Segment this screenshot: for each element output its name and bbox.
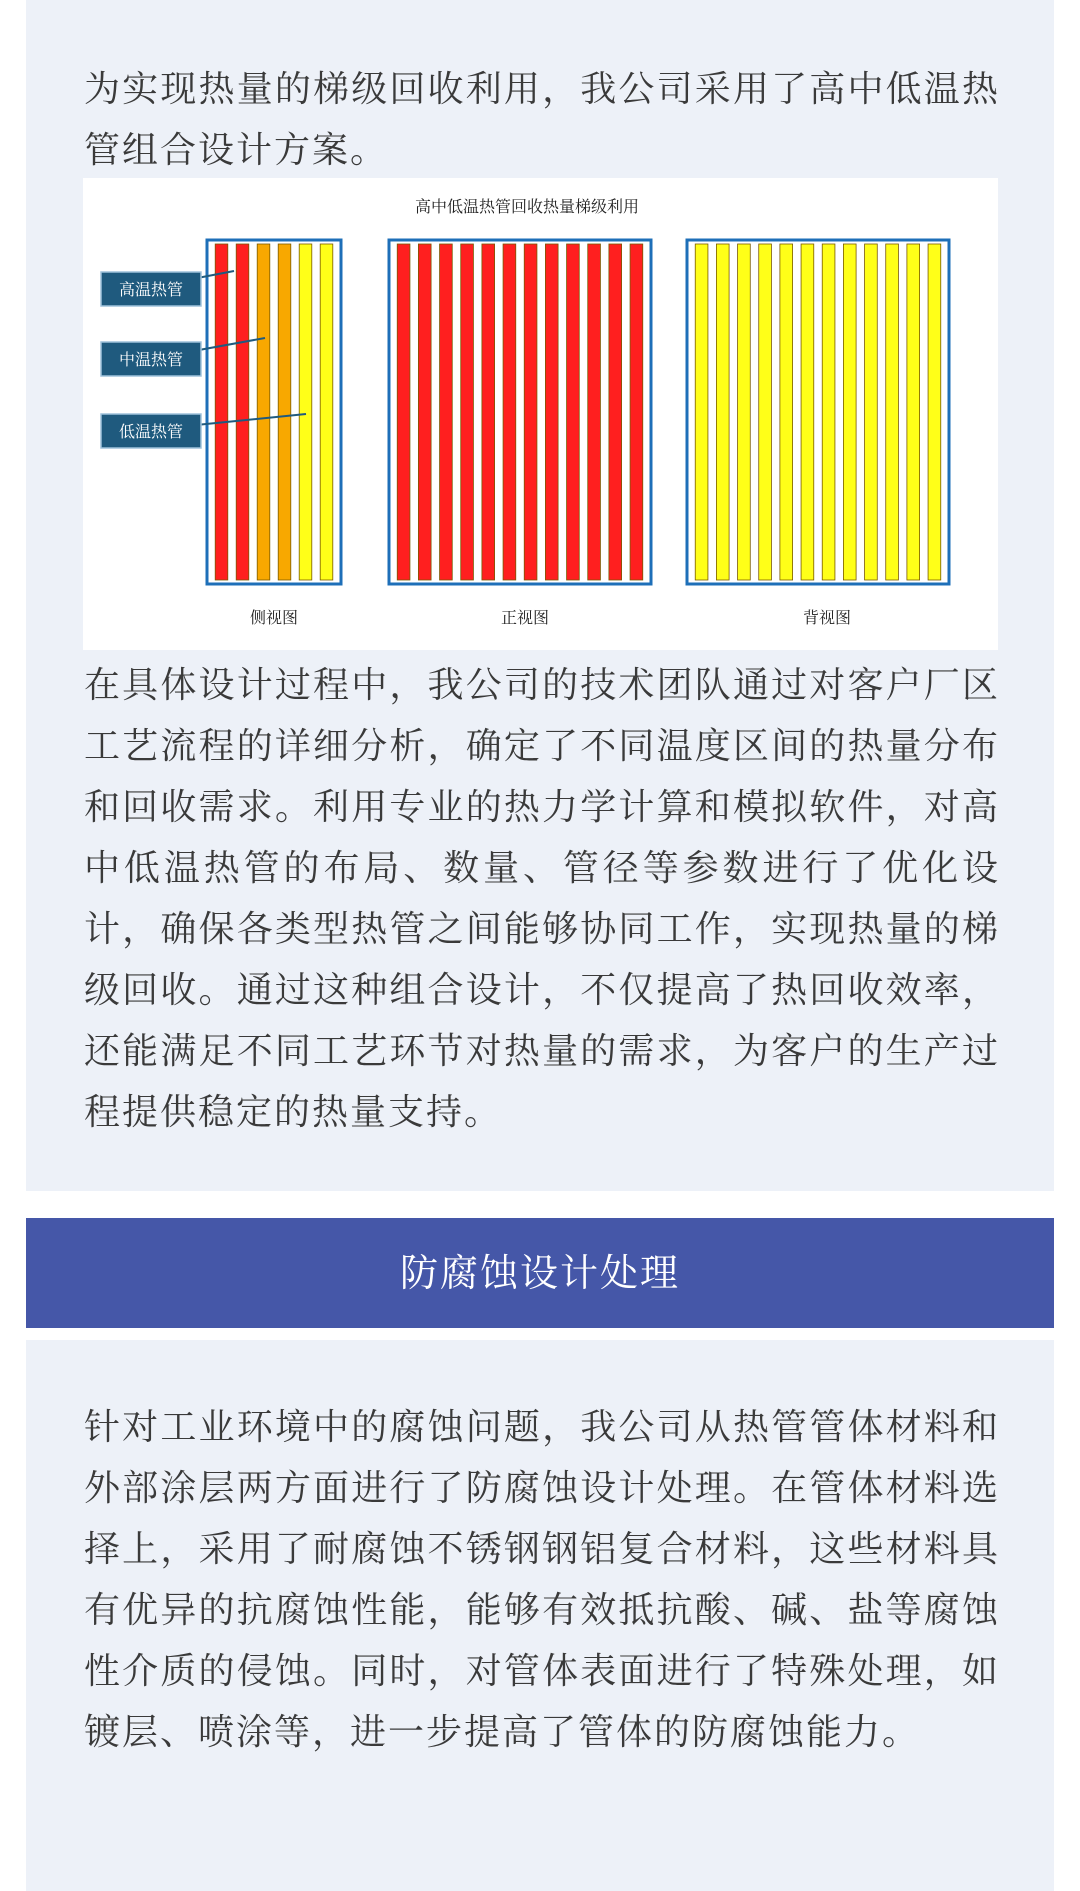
pipe-back-low: [759, 244, 772, 580]
label-medium: 中温热管: [118, 350, 184, 369]
pipe-back-low: [907, 244, 920, 580]
pipe-front-high: [440, 244, 453, 580]
pipe-front-high: [418, 244, 431, 580]
pipe-side-high: [236, 244, 249, 580]
pipe-back-low: [801, 244, 814, 580]
pipe-front-high: [588, 244, 601, 580]
intro-paragraph: 为实现热量的梯级回收利用，我公司采用了高中低温热管组合设计方案。: [84, 69, 1000, 171]
pipe-back-low: [738, 244, 751, 580]
pipe-front-high: [630, 244, 643, 580]
pipe-front-high: [482, 244, 495, 580]
view-label-back: 背视图: [802, 608, 852, 627]
pipe-back-low: [865, 244, 878, 580]
pipe-back-low: [886, 244, 899, 580]
label-low: 低温热管: [118, 422, 184, 441]
pipe-side-low: [320, 244, 333, 580]
pipe-side-medium: [257, 244, 270, 580]
pipe-back-low: [822, 244, 835, 580]
heat-pipe-diagram-svg: [83, 178, 998, 650]
pipe-front-high: [461, 244, 474, 580]
pipe-front-high: [567, 244, 580, 580]
view-label-side: 侧视图: [249, 608, 299, 627]
pipe-back-low: [695, 244, 708, 580]
pipe-side-medium: [278, 244, 291, 580]
pipe-front-high: [545, 244, 558, 580]
pipe-back-low: [716, 244, 729, 580]
pipe-back-low: [780, 244, 793, 580]
pipe-front-high: [397, 244, 410, 580]
pipe-front-high: [503, 244, 516, 580]
pipe-side-high: [215, 244, 228, 580]
pipe-back-low: [928, 244, 941, 580]
corrosion-paragraph: 针对工业环境中的腐蚀问题，我公司从热管管体材料和外部涂层两方面进行了防腐蚀设计处理。在管体材料选择上，采用了耐腐蚀不锈钢钢铝复合材料，这些材料具有优异的抗腐蚀性能，能够有效抵抗酸、碱、盐等腐蚀性介质的侵蚀。同时，对管体表面进行了特殊处理，如镀层、喷涂等，进一步提高了管体的防腐蚀能力。: [84, 1407, 1000, 1753]
diagram-title: 高中低温热管回收热量梯级利用: [414, 197, 640, 216]
label-high: 高温热管: [118, 280, 184, 299]
view-label-front: 正视图: [500, 608, 550, 627]
pipe-back-low: [843, 244, 856, 580]
heat-pipe-diagram: [83, 178, 998, 650]
pipe-front-high: [609, 244, 622, 580]
section-banner: 防腐蚀设计处理: [26, 1218, 1054, 1328]
pipe-side-low: [299, 244, 312, 580]
pipe-front-high: [524, 244, 537, 580]
design-paragraph: 在具体设计过程中，我公司的技术团队通过对客户厂区工艺流程的详细分析，确定了不同温度区间的热量分布和回收需求。利用专业的热力学计算和模拟软件，对高中低温热管的布局、数量、管径等参数进行了优化设计，确保各类型热管之间能够协同工作，实现热量的梯级回收。通过这种组合设计，不仅提高了热回收效率，还能满足不同工艺环节对热量的需求，为客户的生产过程提供稳定的热量支持。: [84, 665, 1000, 1133]
